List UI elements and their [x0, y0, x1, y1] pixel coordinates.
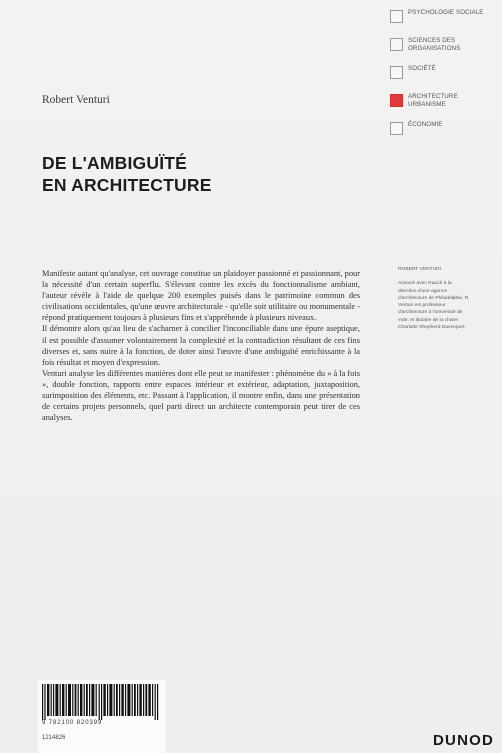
checked-box-icon — [390, 94, 403, 107]
category-label: ÉCONOMIE — [408, 121, 443, 128]
category-item — [384, 6, 496, 34]
checkbox-icon — [390, 10, 403, 23]
category-label: ARCHITECTURE URBANISME — [408, 93, 458, 108]
publisher-logo: DUNOD — [433, 732, 494, 749]
category-label: PSYCHOLOGIE SOCIALE — [408, 9, 484, 16]
barcode — [38, 680, 166, 753]
description-paragraph: Venturi analyse les différentes manières dont elle peut se manifester : phénomène du « à la fois », double fonction, rapports entre espaces intérieur et extérieur, adaptation, juxtaposition, surimposition des éléments, etc. Passant à l'application, il montre enfin, dans une présentation de certains projets personnels, quel parti direct un architecte contemporain peut tirer de ces analyses. — [42, 368, 360, 423]
description-paragraph: Il démontre alors qu'au lieu de s'acharner à concilier l'inconciliable dans une épure aseptique, il est possible d'assumer volontairement la complexité et la contradiction résultant de ces fins diverses et, sans nuire à la fonction, de doter ainsi l'œuvre d'une ambiguïté enrichissante à la fois résultat et moyen d'expression. — [42, 324, 360, 367]
title-line: DE L'AMBIGUÏTÉ — [42, 153, 188, 173]
barcode-number: 9 782100 820399 — [42, 720, 103, 726]
category-label: SOCIÉTÉ — [408, 65, 436, 72]
category-item — [384, 62, 496, 90]
category-list — [384, 6, 496, 146]
description-paragraph: Manifeste autant qu'analyse, cet ouvrage constitue un plaidoyer passionné et passionnant, pour la nécessité d'un certain superflu. S'élevant contre les excès du fonctionnalisme ambiant, l'auteur révèle à l'aide de quelque 200 exemples puisés dans le patrimoine commun des civilisations occidentales, qu'une œuvre architecturale - qu'elle soit utilitaire ou monumentale - répond pratiquement toujours à plusieurs fins et s'appréhende à plusieurs niveaux. — [42, 269, 360, 323]
category-item — [384, 118, 496, 146]
bio-name: ROBERT VENTURI — [398, 267, 442, 272]
title-line: EN ARCHITECTURE — [42, 175, 212, 195]
category-item-selected — [384, 90, 496, 118]
book-title — [42, 152, 212, 196]
author-bio — [398, 266, 470, 331]
description — [42, 268, 360, 423]
product-code: 1214826 — [42, 735, 66, 741]
author-name: Robert Venturi — [42, 94, 110, 106]
category-item — [384, 34, 496, 62]
checkbox-icon — [390, 38, 403, 51]
checkbox-icon — [390, 66, 403, 79]
category-label: SCIENCES DES ORGANISATIONS — [408, 37, 461, 52]
checkbox-icon — [390, 122, 403, 135]
bio-text: Associé avec Rauch à la direction d'une agence d'architecture de Philadelphie, R. Venturi est professeur d'architecture à l'université de Yale, et titulaire de la chaire Charlotte Shepherd Davenport. — [398, 281, 470, 331]
barcode-icon — [42, 684, 162, 720]
